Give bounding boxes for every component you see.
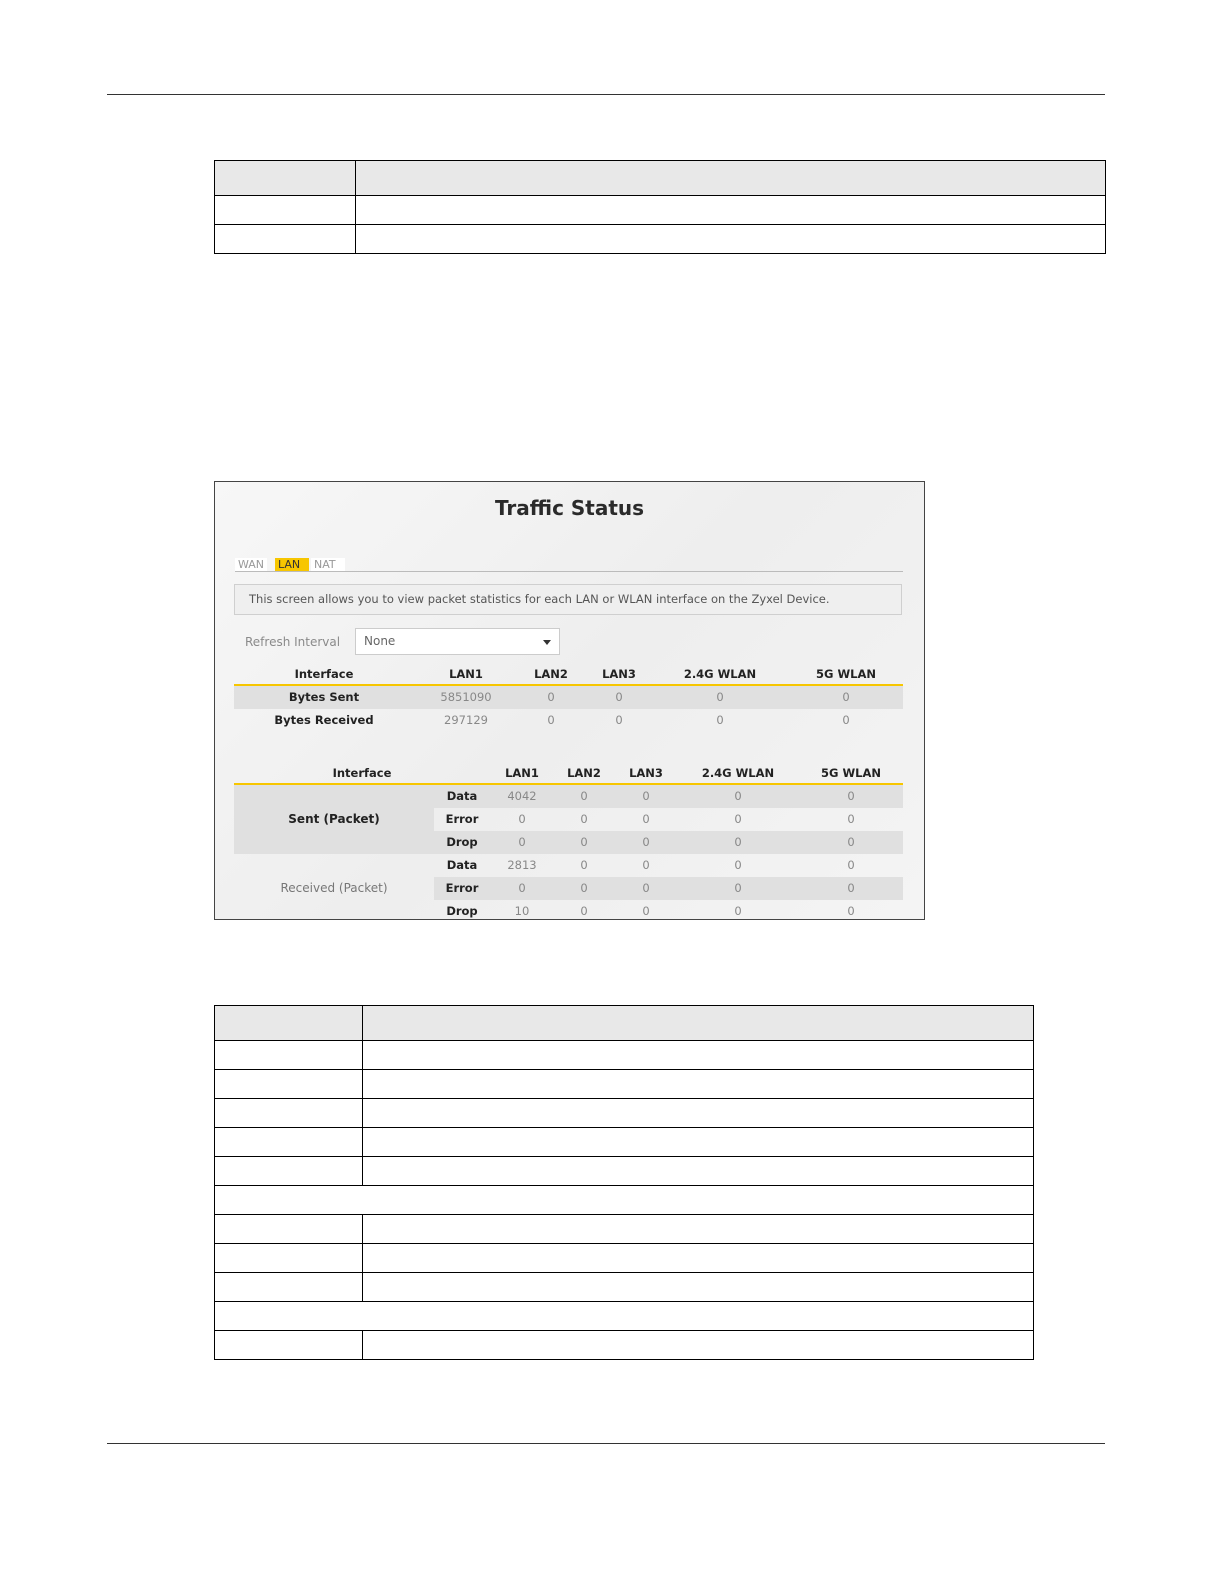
refresh-interval-value: None <box>364 634 396 648</box>
refresh-interval-select[interactable] <box>355 628 560 655</box>
cell-value: 0 <box>580 812 588 826</box>
refresh-interval-label: Refresh Interval <box>245 635 341 649</box>
row-label: Drop <box>446 835 478 849</box>
row-label: Data <box>446 789 478 803</box>
cell-value: 0 <box>642 858 650 872</box>
cell-value: 0 <box>547 713 555 727</box>
col-interface: Interface <box>294 667 354 681</box>
table-row <box>434 900 903 920</box>
col-lan2: LAN2 <box>567 766 601 780</box>
col-lan2: LAN2 <box>534 667 568 681</box>
group-label-received: Received (Packet) <box>280 881 388 895</box>
cell-value: 0 <box>580 858 588 872</box>
cell-value: 0 <box>580 904 588 918</box>
cell-value: 0 <box>580 789 588 803</box>
chevron-down-icon <box>543 640 551 645</box>
cell-value: 0 <box>580 835 588 849</box>
row-label: Data <box>446 858 478 872</box>
cell-value: 0 <box>615 713 623 727</box>
col-5g-wlan: 5G WLAN <box>821 766 881 780</box>
cell-value: 0 <box>842 713 850 727</box>
col-24g-wlan: 2.4G WLAN <box>701 766 775 780</box>
row-label: Bytes Received <box>274 713 374 727</box>
cell-value: 297129 <box>444 713 488 727</box>
tab-divider <box>235 571 903 572</box>
cell-value: 0 <box>642 881 650 895</box>
cell-value: 0 <box>847 812 855 826</box>
cell-value: 0 <box>734 789 742 803</box>
cell-value: 0 <box>734 904 742 918</box>
cell-value: 0 <box>842 690 850 704</box>
row-label: Error <box>445 881 479 895</box>
cell-value: 0 <box>734 858 742 872</box>
row-label: Error <box>445 812 479 826</box>
cell-value: 0 <box>716 713 724 727</box>
table-row <box>434 808 903 831</box>
cell-value: 0 <box>547 690 555 704</box>
row-label: Drop <box>446 904 478 918</box>
page-title: Traffic Status <box>494 496 645 520</box>
packet-table-header <box>234 762 903 785</box>
col-lan1: LAN1 <box>449 667 483 681</box>
cell-value: 4042 <box>507 789 537 803</box>
col-lan1: LAN1 <box>505 766 539 780</box>
cell-value: 0 <box>518 835 526 849</box>
cell-value: 0 <box>847 881 855 895</box>
table-row <box>434 877 903 900</box>
cell-value: 0 <box>642 812 650 826</box>
tab-nat[interactable]: NAT <box>311 558 345 571</box>
table-row <box>234 686 903 709</box>
col-5g-wlan: 5G WLAN <box>816 667 876 681</box>
cell-value: 0 <box>734 881 742 895</box>
cell-value: 0 <box>734 835 742 849</box>
cell-value: 0 <box>847 858 855 872</box>
col-lan3: LAN3 <box>629 766 663 780</box>
doc-table-bottom <box>214 1005 1034 1360</box>
cell-value: 0 <box>580 881 588 895</box>
bytes-table-header <box>234 663 903 686</box>
table-row <box>434 785 903 808</box>
table-row <box>434 854 903 877</box>
cell-value: 2813 <box>507 858 537 872</box>
cell-value: 0 <box>642 835 650 849</box>
doc-table-top <box>214 160 1106 254</box>
col-interface: Interface <box>332 766 392 780</box>
cell-value: 0 <box>847 904 855 918</box>
cell-value: 0 <box>518 881 526 895</box>
traffic-status-screenshot <box>214 481 925 920</box>
cell-value: 0 <box>642 789 650 803</box>
cell-value: 0 <box>847 835 855 849</box>
cell-value: 0 <box>642 904 650 918</box>
row-label: Bytes Sent <box>288 690 360 704</box>
header-rule <box>107 94 1105 95</box>
table-row <box>234 709 903 732</box>
info-message: This screen allows you to view packet statistics for each LAN or WLAN interface on the Zyxel Device. <box>234 584 902 615</box>
tab-wan[interactable]: WAN <box>235 558 267 571</box>
col-lan3: LAN3 <box>602 667 636 681</box>
cell-value: 0 <box>716 690 724 704</box>
tab-lan[interactable]: LAN <box>275 558 309 571</box>
cell-value: 5851090 <box>440 690 492 704</box>
col-24g-wlan: 2.4G WLAN <box>683 667 757 681</box>
cell-value: 0 <box>615 690 623 704</box>
group-label-sent: Sent (Packet) <box>234 785 434 854</box>
cell-value: 10 <box>514 904 530 918</box>
table-row <box>434 831 903 854</box>
cell-value: 0 <box>518 812 526 826</box>
cell-value: 0 <box>734 812 742 826</box>
footer-rule <box>107 1443 1105 1444</box>
cell-value: 0 <box>847 789 855 803</box>
